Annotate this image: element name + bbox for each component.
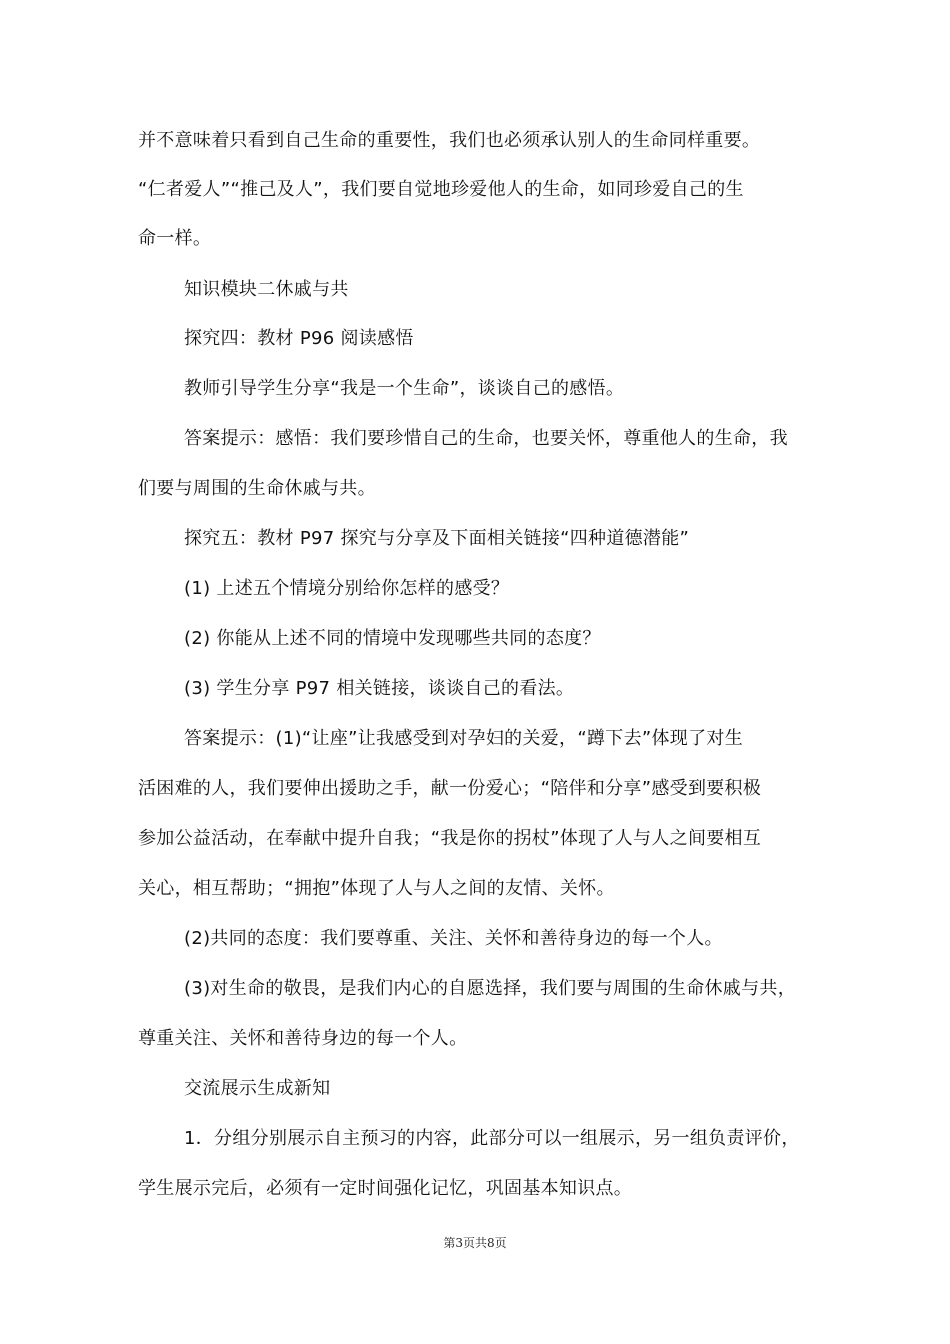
answer-line: 关心，相互帮助；“拥抱”体现了人与人之间的友情、关怀。: [138, 878, 615, 899]
paragraph-line: 并不意味着只看到自己生命的重要性，我们也必须承认别人的生命同样重要。: [138, 130, 761, 151]
paragraph-line: 学生展示完后，必须有一定时间强化记忆，巩固基本知识点。: [138, 1178, 633, 1199]
page-number-footer: 第3页共8页: [443, 1236, 507, 1250]
answer-line: (3)对生命的敬畏，是我们内心的自愿选择，我们要与周围的生命休戚与共，: [184, 978, 796, 999]
question-item: (3) 学生分享 P97 相关链接，谈谈自己的看法。: [184, 678, 575, 699]
answer-line: 活困难的人，我们要伸出援助之手，献一份爱心；“陪伴和分享”感受到要积极: [138, 778, 762, 799]
subsection-heading: 探究四：教材 P96 阅读感悟: [184, 328, 414, 349]
answer-line: 们要与周围的生命休戚与共。: [138, 478, 376, 499]
answer-line: 参加公益活动，在奉献中提升自我；“我是你的拐杖”体现了人与人之间要相互: [138, 828, 762, 849]
paragraph-line: “仁者爱人”“推己及人”，我们要自觉地珍爱他人的生命，如同珍爱自己的生: [138, 179, 744, 200]
subsection-heading: 探究五：教材 P97 探究与分享及下面相关链接“四种道德潜能”: [184, 528, 690, 549]
section-heading: 知识模块二休戚与共: [184, 279, 349, 300]
answer-line: 答案提示：(1)“让座”让我感受到对孕妇的关爱，“蹲下去”体现了对生: [184, 728, 743, 749]
answer-line: (2)共同的态度：我们要尊重、关注、关怀和善待身边的每一个人。: [184, 928, 723, 949]
section-heading: 交流展示生成新知: [184, 1078, 331, 1099]
answer-line: 尊重关注、关怀和善待身边的每一个人。: [138, 1028, 468, 1049]
paragraph-line: 命一样。: [138, 228, 212, 249]
answer-line: 答案提示：感悟：我们要珍惜自己的生命，也要关怀，尊重他人的生命，我: [184, 428, 788, 449]
paragraph-line: 教师引导学生分享“我是一个生命”，谈谈自己的感悟。: [184, 378, 625, 399]
paragraph-line: 1．分组分别展示自主预习的内容，此部分可以一组展示，另一组负责评价，: [184, 1128, 800, 1149]
question-item: (2) 你能从上述不同的情境中发现哪些共同的态度？: [184, 628, 601, 649]
question-item: (1) 上述五个情境分别给你怎样的感受？: [184, 578, 510, 599]
